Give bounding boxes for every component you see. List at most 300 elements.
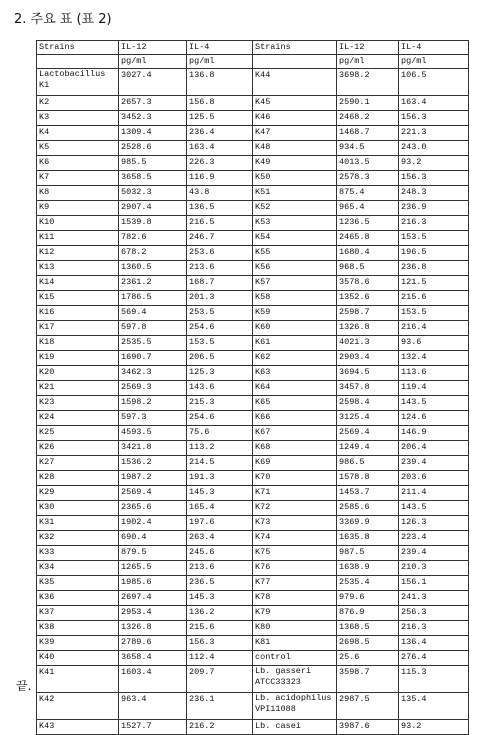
cell-il4-b: 216.3 [399,216,469,231]
cell-strain-b: K47 [253,126,337,141]
cell-il4: 136.2 [187,606,253,621]
cell-il12-b: 986.5 [337,456,399,471]
table-row [37,126,469,141]
cell-il4-b: 276.4 [399,651,469,666]
cell-il4-b: 156.1 [399,576,469,591]
cell-il4-b: 215.6 [399,291,469,306]
cell-strain-b: K44 [253,69,337,96]
cell-strain: K31 [37,516,119,531]
cell-strain-b: K61 [253,336,337,351]
cell-strain: K10 [37,216,119,231]
cell-strain-b: Strains [253,41,337,55]
cell-il4-b: 93.2 [399,156,469,171]
cell-strain: K35 [37,576,119,591]
cell-strain: K3 [37,111,119,126]
cell-strain: K13 [37,261,119,276]
cell-strain: K23 [37,396,119,411]
table-row [37,531,469,546]
table-row [37,546,469,561]
cell-strain: K8 [37,186,119,201]
cell-strain: K43 [37,720,119,735]
cell-strain-b: Lb. casei [253,720,337,735]
cell-il12-b: 2465.8 [337,231,399,246]
cell-strain: K42 [37,693,119,720]
cell-il12-b: 3578.6 [337,276,399,291]
cell-strain: K41 [37,666,119,693]
cell-strain: K14 [37,276,119,291]
cell-il12: 1309.4 [119,126,187,141]
cell-strain: K18 [37,336,119,351]
cell-strain-b: K46 [253,111,337,126]
cell-strain: K16 [37,306,119,321]
cell-strain-b: Lb. gasseri ATCC33323 [253,666,337,693]
cell-il4-b: 106.5 [399,69,469,96]
table-row [37,336,469,351]
cell-strain-b: K67 [253,426,337,441]
cell-il12-b: 934.5 [337,141,399,156]
cell-il4-b: pg/ml [399,55,469,69]
cell-strain: K24 [37,411,119,426]
cell-il12: 1690.7 [119,351,187,366]
cell-il12: 2953.4 [119,606,187,621]
cell-il12: 963.4 [119,693,187,720]
cell-il12-b: 2590.1 [337,96,399,111]
cell-il4-b: 248.3 [399,186,469,201]
cell-strain-b: K75 [253,546,337,561]
cell-strain-b: K48 [253,141,337,156]
cell-strain-b: K79 [253,606,337,621]
table-row [37,141,469,156]
table-row [37,231,469,246]
cell-il12: 985.5 [119,156,187,171]
table-row [37,246,469,261]
table-row [37,201,469,216]
cell-il4: 226.3 [187,156,253,171]
cell-il4: 215.3 [187,396,253,411]
table-row [37,156,469,171]
cell-il4: 246.7 [187,231,253,246]
cell-il12: 1326.8 [119,621,187,636]
cell-il4-b: 236.8 [399,261,469,276]
cell-il12: 2361.2 [119,276,187,291]
cell-strain-b: K65 [253,396,337,411]
cell-il4-b: 115.3 [399,666,469,693]
cell-il4-b: 221.3 [399,126,469,141]
cell-strain: K34 [37,561,119,576]
table-row [37,651,469,666]
cell-strain: K37 [37,606,119,621]
cell-il12: 597.8 [119,321,187,336]
cell-il12-b: 3369.9 [337,516,399,531]
cell-strain-b: K77 [253,576,337,591]
cell-strain: K36 [37,591,119,606]
cell-il12: 4593.5 [119,426,187,441]
cell-il12-b: 875.4 [337,186,399,201]
cell-il4: 197.6 [187,516,253,531]
cell-strain-b: K74 [253,531,337,546]
cell-il12-b: 2598.7 [337,306,399,321]
section-heading: 2. 주요 표 (표 2) [14,12,112,27]
cell-strain: K6 [37,156,119,171]
cell-il12-b: 1680.4 [337,246,399,261]
table-row [37,441,469,456]
cell-strain-b: K56 [253,261,337,276]
cell-strain: K2 [37,96,119,111]
cell-il12-b: 3457.8 [337,381,399,396]
cell-il4: 136.5 [187,201,253,216]
cell-il12-b: 2598.4 [337,396,399,411]
cell-il4: 201.3 [187,291,253,306]
table-row [37,561,469,576]
cell-il4: 216.2 [187,720,253,735]
cell-il12: 678.2 [119,246,187,261]
cell-strain-b: K58 [253,291,337,306]
cell-il4: 206.5 [187,351,253,366]
cell-il4-b: 143.5 [399,396,469,411]
cell-il4-b: 216.3 [399,621,469,636]
table-row [37,666,469,693]
cell-il12: 2907.4 [119,201,187,216]
cell-il4-b: 93.6 [399,336,469,351]
cell-il4: 254.6 [187,411,253,426]
cell-il4-b: 163.4 [399,96,469,111]
cell-il4: 143.6 [187,381,253,396]
cell-strain: K4 [37,126,119,141]
cell-il12-b: 1638.9 [337,561,399,576]
table-row [37,516,469,531]
cell-strain-b: K69 [253,456,337,471]
cell-il4: 216.5 [187,216,253,231]
cell-il4: 253.5 [187,306,253,321]
cell-il4-b: 223.4 [399,531,469,546]
cell-il4-b: 132.4 [399,351,469,366]
cell-il12: 3462.3 [119,366,187,381]
cell-il4: 136.8 [187,69,253,96]
cell-il12-b: IL-12 [337,41,399,55]
cell-strain-b: K81 [253,636,337,651]
cell-il4: 145.3 [187,591,253,606]
table-row [37,486,469,501]
cell-il12-b: 3987.6 [337,720,399,735]
cell-il12-b: 968.5 [337,261,399,276]
cell-strain-b: K53 [253,216,337,231]
cell-strain-b: K76 [253,561,337,576]
cell-strain-b: K50 [253,171,337,186]
cell-strain: Strains [37,41,119,55]
cell-il12: 879.5 [119,546,187,561]
cell-il4: 236.1 [187,693,253,720]
cell-il12: 1987.2 [119,471,187,486]
cell-il12: 3658.5 [119,171,187,186]
cell-il4-b: 126.3 [399,516,469,531]
table-row [37,411,469,426]
cell-il12: 3421.8 [119,441,187,456]
cell-il12: 3027.4 [119,69,187,96]
cell-il12-b: 1368.5 [337,621,399,636]
cell-il12-b: 4021.3 [337,336,399,351]
cell-strain: K26 [37,441,119,456]
cell-il4: 253.6 [187,246,253,261]
cell-il12-b: 987.5 [337,546,399,561]
cell-il4-b: 239.4 [399,456,469,471]
cell-il4-b: 196.5 [399,246,469,261]
table-row [37,96,469,111]
cell-il12: 1536.2 [119,456,187,471]
cell-strain-b: K72 [253,501,337,516]
table-row [37,456,469,471]
cell-strain-b: K64 [253,381,337,396]
cell-il12: 1265.5 [119,561,187,576]
cell-il12-b: 965.4 [337,201,399,216]
cell-strain: K17 [37,321,119,336]
cell-strain: K7 [37,171,119,186]
cell-il12: 2528.6 [119,141,187,156]
unit-row [37,55,469,69]
cell-il4: 153.5 [187,336,253,351]
cell-il12: 569.4 [119,306,187,321]
table-row [37,69,469,96]
cell-il12-b: 4013.5 [337,156,399,171]
cell-il12-b: 2585.6 [337,501,399,516]
cell-strain: K11 [37,231,119,246]
cytokine-table [36,40,469,735]
table-row [37,606,469,621]
cell-il12: 3452.3 [119,111,187,126]
cell-il12-b: 979.6 [337,591,399,606]
cell-il12-b: 3698.2 [337,69,399,96]
cell-strain: K28 [37,471,119,486]
cell-il12: 2365.6 [119,501,187,516]
cell-strain-b: K57 [253,276,337,291]
cell-il4: 163.4 [187,141,253,156]
cell-il12: 1786.5 [119,291,187,306]
cell-il4-b: 203.6 [399,471,469,486]
table-row [37,306,469,321]
cell-il4: 191.3 [187,471,253,486]
cell-il4: 213.6 [187,561,253,576]
cell-il12: 1539.8 [119,216,187,231]
cell-strain: Lactobacillus K1 [37,69,119,96]
cell-il12-b: 2535.4 [337,576,399,591]
cell-strain: K40 [37,651,119,666]
cell-il4-b: 143.5 [399,501,469,516]
cell-il12-b: 2578.3 [337,171,399,186]
cell-strain: K32 [37,531,119,546]
cell-strain: K25 [37,426,119,441]
cell-strain-b: K52 [253,201,337,216]
cell-strain: K21 [37,381,119,396]
cell-il12-b: 2468.2 [337,111,399,126]
cell-il4: 263.4 [187,531,253,546]
end-mark: 끝. [16,679,32,693]
table-row [37,276,469,291]
cell-il12-b: 3598.7 [337,666,399,693]
cell-strain: K19 [37,351,119,366]
table-row [37,693,469,720]
cell-il12: 1603.4 [119,666,187,693]
cell-il12: 2697.4 [119,591,187,606]
cell-strain: K39 [37,636,119,651]
cell-il4: 43.8 [187,186,253,201]
cell-il4-b: 256.3 [399,606,469,621]
cell-il4: 213.6 [187,261,253,276]
table-row [37,186,469,201]
cell-il12-b: 1249.4 [337,441,399,456]
cell-il4-b: 113.6 [399,366,469,381]
cell-strain-b [253,55,337,69]
cell-il12-b: 1578.8 [337,471,399,486]
cell-strain-b: K45 [253,96,337,111]
table-row [37,321,469,336]
cell-strain: K38 [37,621,119,636]
cell-strain: K29 [37,486,119,501]
table-row [37,381,469,396]
cell-strain-b: K68 [253,441,337,456]
table-row [37,366,469,381]
cell-il4-b: 236.9 [399,201,469,216]
cell-il4: 165.4 [187,501,253,516]
cell-il12-b: 876.9 [337,606,399,621]
cell-il12-b: 1635.8 [337,531,399,546]
cell-strain-b: K59 [253,306,337,321]
cell-il4-b: 146.9 [399,426,469,441]
table-row [37,636,469,651]
cell-il12: IL-12 [119,41,187,55]
cell-il12: 597.3 [119,411,187,426]
cell-il4-b: 239.4 [399,546,469,561]
cell-il4: 116.9 [187,171,253,186]
cell-il12: 3658.4 [119,651,187,666]
cell-il4-b: 206.4 [399,441,469,456]
cell-il4-b: 210.3 [399,561,469,576]
cell-il4: 215.6 [187,621,253,636]
cell-il12: pg/ml [119,55,187,69]
cell-strain-b: K78 [253,591,337,606]
table-row [37,501,469,516]
cell-il12-b: pg/ml [337,55,399,69]
table-row [37,471,469,486]
cell-il4: 254.6 [187,321,253,336]
table-row [37,291,469,306]
cell-il4-b: 153.5 [399,306,469,321]
cell-il12-b: 1352.6 [337,291,399,306]
table-row [37,351,469,366]
cell-il12: 1598.2 [119,396,187,411]
cell-il12: 1985.6 [119,576,187,591]
cell-strain-b: K71 [253,486,337,501]
cell-il12: 1902.4 [119,516,187,531]
table-row [37,591,469,606]
table-row [37,720,469,735]
cell-il12-b: 1468.7 [337,126,399,141]
cell-strain: K20 [37,366,119,381]
cell-strain: K30 [37,501,119,516]
cell-il12-b: 2903.4 [337,351,399,366]
cell-strain-b: Lb. acidophilus VPI11088 [253,693,337,720]
cell-il12: 2535.5 [119,336,187,351]
cell-strain: K9 [37,201,119,216]
cell-strain-b: K66 [253,411,337,426]
cell-strain-b: K49 [253,156,337,171]
cell-il4: 209.7 [187,666,253,693]
cell-il4-b: IL-4 [399,41,469,55]
cell-il4-b: 216.4 [399,321,469,336]
cell-il12-b: 1236.5 [337,216,399,231]
cell-il4-b: 119.4 [399,381,469,396]
cell-il4-b: 211.4 [399,486,469,501]
cell-il4-b: 124.6 [399,411,469,426]
cell-il4-b: 156.3 [399,111,469,126]
cell-il4: 156.3 [187,636,253,651]
cell-strain: K5 [37,141,119,156]
cell-il12: 2657.3 [119,96,187,111]
cell-il12: 1360.5 [119,261,187,276]
cell-il4: 125.3 [187,366,253,381]
cell-il12-b: 1326.8 [337,321,399,336]
cell-il4-b: 136.4 [399,636,469,651]
cell-il12-b: 2569.4 [337,426,399,441]
cell-strain [37,55,119,69]
cell-strain-b: K54 [253,231,337,246]
cell-strain-b: K80 [253,621,337,636]
cell-strain-b: control [253,651,337,666]
cell-il4: 236.5 [187,576,253,591]
table-row [37,621,469,636]
table-row [37,426,469,441]
cell-strain-b: K70 [253,471,337,486]
cell-il4: 156.8 [187,96,253,111]
cell-il4: 145.3 [187,486,253,501]
cell-il12: 2789.6 [119,636,187,651]
cell-strain: K15 [37,291,119,306]
table-row [37,171,469,186]
cell-strain-b: K62 [253,351,337,366]
table-row [37,111,469,126]
cell-il12-b: 2698.5 [337,636,399,651]
cell-il4-b: 241.3 [399,591,469,606]
cell-il12: 2569.3 [119,381,187,396]
cell-il4: 168.7 [187,276,253,291]
cell-il12-b: 25.6 [337,651,399,666]
cell-strain-b: K55 [253,246,337,261]
cell-il4-b: 93.2 [399,720,469,735]
table-body [37,41,469,735]
cell-strain: K27 [37,456,119,471]
cell-il4: IL-4 [187,41,253,55]
cell-il12: 5032.3 [119,186,187,201]
cell-il4: 245.6 [187,546,253,561]
cell-il4: pg/ml [187,55,253,69]
cell-il4: 75.6 [187,426,253,441]
cell-il12: 690.4 [119,531,187,546]
table-row [37,396,469,411]
header-row [37,41,469,55]
cell-il12: 782.6 [119,231,187,246]
cell-il12-b: 3125.4 [337,411,399,426]
cell-il12-b: 1453.7 [337,486,399,501]
cell-il4-b: 135.4 [399,693,469,720]
cell-il4: 236.4 [187,126,253,141]
cell-strain-b: K63 [253,366,337,381]
cell-il4-b: 121.5 [399,276,469,291]
cell-il4: 214.5 [187,456,253,471]
cell-il4: 125.5 [187,111,253,126]
cell-strain-b: K73 [253,516,337,531]
cell-strain-b: K51 [253,186,337,201]
cell-il12: 2569.4 [119,486,187,501]
cell-il4: 112.4 [187,651,253,666]
cell-strain-b: K60 [253,321,337,336]
